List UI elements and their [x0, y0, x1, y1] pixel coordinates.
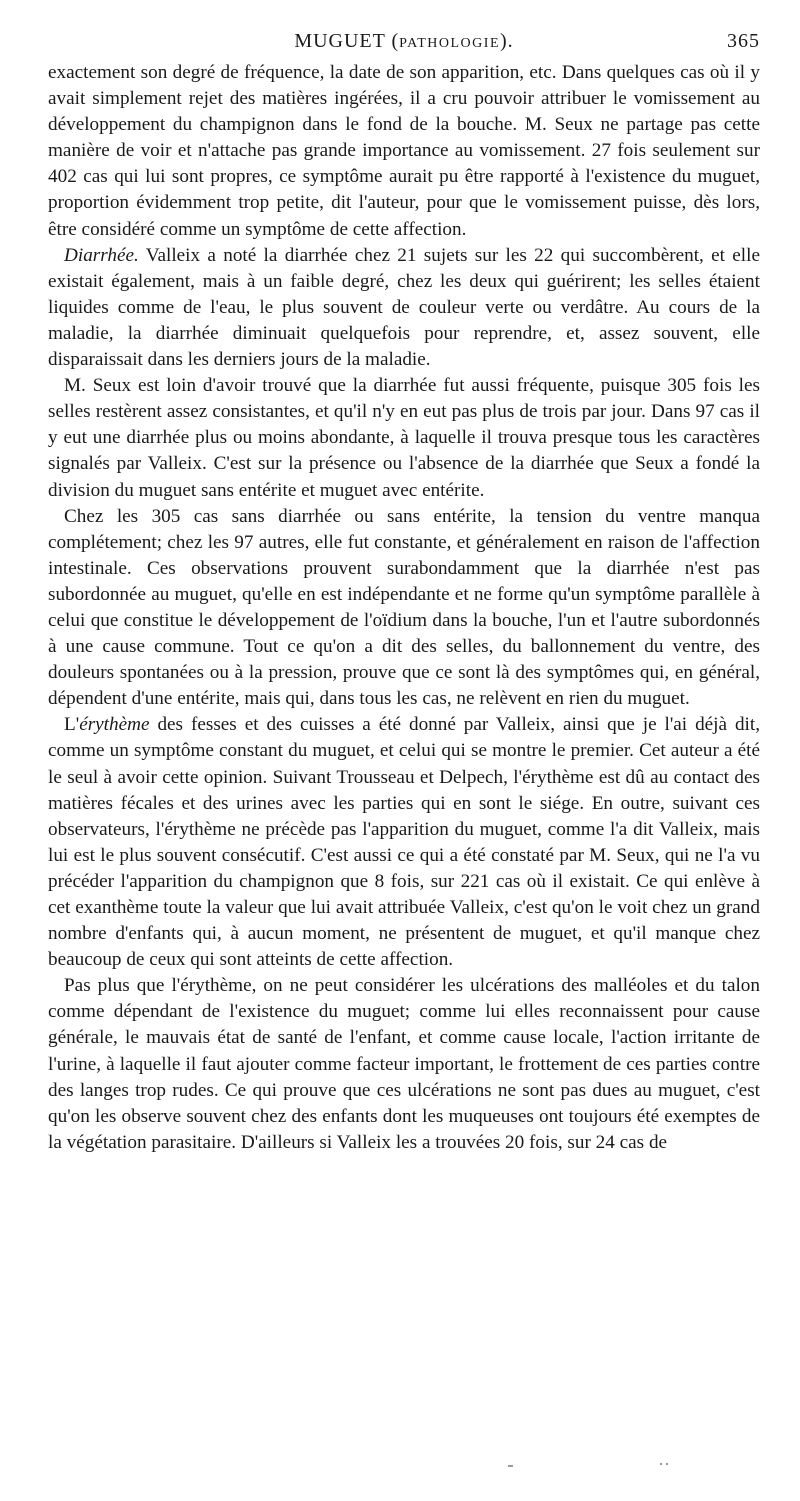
paragraph-text: Valleix a noté la diarrhée chez 21 sujets sur les 22 qui succombèrent, et elle existait également, mais à un faible degré, chez les deux qui guérirent; les selles étaient liquides comme de l'eau, le plus souvent de couleur verte ou verdâtre. Au cours de la maladie, la diarrhée diminuait quelquefois pour reprendre, et, assez souvent, elle disparaissait dans les derniers jours de la maladie.	[48, 244, 760, 371]
body-text	[48, 60, 760, 1156]
paragraph-diarrhee	[48, 243, 760, 373]
section-lead-article: L'	[64, 714, 80, 736]
paragraph-ulcerations: Pas plus que l'érythème, on ne peut considérer les ulcérations des malléoles et du talon comme dépendant de l'existence du muguet; comme lui elles reconnaissent pour cause générale, le mauvais état de santé de l'enfant, et comme cause locale, l'action irritante de l'urine, à laquelle il faut ajouter comme facteur important, le frottement de ces parties contre des langes trop rudes. Ce qui prouve que ces ulcérations ne sont pas dues au muguet, c'est qu'on les observe souvent chez des enfants dont les muqueuses ont toujours été exemptes de la végétation parasitaire. D'ailleurs si Valleix les a trouvées 20 fois, sur 24 cas de	[48, 975, 760, 1153]
running-title-small-caps: PATHOLOGIE	[399, 36, 500, 51]
print-speck	[666, 1463, 668, 1465]
section-lead-diarrhee: Diarrhée.	[64, 244, 139, 266]
running-title-main: MUGUET (	[294, 30, 400, 52]
paragraph-vomissement: exactement son degré de fréquence, la date de son apparition, etc. Dans quelques cas où il y avait simplement rejet des matières ingérées, il a cru pouvoir attribuer le vomissement au développement du champignon dans le fond de la bouche. M. Seux ne partage pas cette manière de voir et n'attache pas grande importance au vomissement. 27 fois seulement sur 402 cas qui lui sont propres, ce symptôme aurait pu être rapporté à l'existence du muguet, proportion évidemment trop petite, dit l'auteur, pour que le vomissement puisse, dès lors, être considéré comme un symptôme de cette affection.	[48, 62, 760, 240]
paragraph-seux-diarrhee: M. Seux est loin d'avoir trouvé que la diarrhée fut aussi fréquente, puisque 305 fois les selles restèrent assez consistantes, et qu'il n'y en eut pas plus de trois par jour. Dans 97 cas il y eut une diarrhée plus ou moins abondante, à laquelle il trouva presque tous les caractères signalés par Valleix. C'est sur la présence ou l'absence de la diarrhée que Seux a fondé la division du muguet sans entérite et muguet avec entérite.	[48, 375, 760, 501]
page-number: 365	[727, 30, 760, 52]
book-page	[48, 26, 760, 1156]
paragraph-erytheme	[48, 712, 760, 973]
paragraph-text: des fesses et des cuisses a été donné par Valleix, ainsi que je l'ai déjà dit, comme un symptôme constant du muguet, et celui qui se montre le premier. Cet auteur a été le seul à avoir cette opinion. Suivant Trousseau et Delpech, l'érythème est dû au contact des matières fécales et des urines avec les parties qui en sont le siége. En outre, suivant ces observateurs, l'érythème ne précède pas l'apparition du muguet, comme l'a dit Valleix, mais lui est le plus souvent consécutif. C'est aussi ce qui a été constaté par M. Seux, qui ne l'a vu précéder l'apparition du champignon que 8 fois, sur 221 cas où il existait. Ce qui enlève à cet exanthème toute la valeur que lui avait attribuée Valleix, c'est qu'on le voit chez un grand nombre d'enfants qui, à aucun moment, ne présentent de muguet, et qu'il manque chez beaucoup de ceux qui sont atteints de cette affection.	[48, 714, 760, 971]
running-head	[48, 26, 760, 60]
running-title	[48, 30, 760, 53]
section-lead-erytheme: érythème	[79, 714, 150, 736]
print-speck	[508, 1465, 513, 1467]
page-specks	[0, 1460, 800, 1480]
print-speck	[660, 1463, 662, 1465]
running-title-close: ).	[500, 30, 514, 52]
paragraph-entérite: Chez les 305 cas sans diarrhée ou sans entérite, la tension du ventre manqua complétement; chez les 97 autres, elle fut constante, et généralement en raison de l'affection intestinale. Ces observations prouvent surabondamment que la diarrhée n'est pas subordonnée au muguet, qu'elle en est indépendante et ne forme qu'un symptôme parallèle à celui que constitue le développement de l'oïdium dans la bouche, l'un et l'autre subordonnés à une cause commune. Tout ce qu'on a dit des selles, du ballonnement du ventre, des douleurs spontanées ou à la pression, prouve que ce sont là des symptômes qui, en général, dépendent d'une entérite, mais qui, dans tous les cas, ne relèvent en rien du muguet.	[48, 505, 760, 710]
